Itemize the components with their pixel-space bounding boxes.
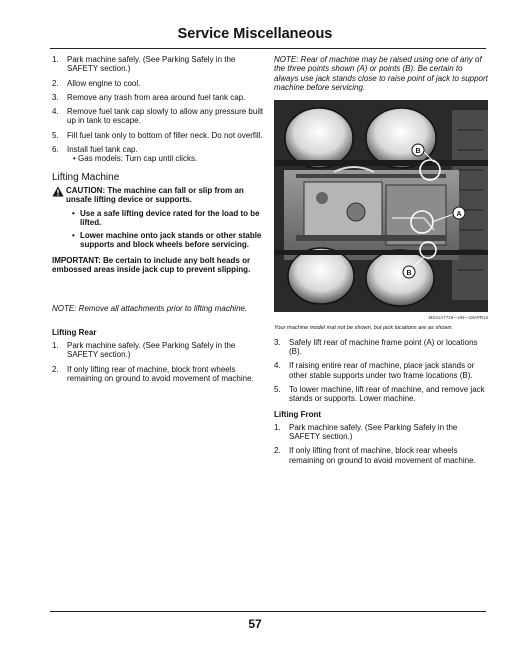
lifting-rear-steps-continued [274,338,488,404]
list-item: 5. Fill fuel tank only to bottom of filler neck. Do not overfill. [52,130,263,140]
svg-text:A: A [456,211,462,219]
callout-b-bottom [403,266,415,278]
page-number: 57 [248,617,262,631]
list-item: 3. Remove any trash from area around fuel tank cap. [52,92,246,102]
subhead-lifting-rear: Lifting Rear [52,327,97,337]
page-title: Service Miscellaneous [177,26,333,42]
right-column [274,55,488,470]
figure-caption: Your machine model mat not be shown, but jack locations are as shown. [274,325,454,332]
svg-text:B: B [415,148,421,156]
left-column [52,55,267,388]
note-attachments: NOTE: Remove all attachments prior to lifting machine. [52,304,248,314]
svg-text:B: B [406,270,412,278]
note-raise-points: NOTE: Rear of machine may be raised using one of any of the three points shown (A) or points (B). Be certain to always use jack stands close to raise point of jack to support machine before servicing. [274,55,488,92]
sub-bullet: • Gas models: Turn cap until clicks. [73,154,198,164]
caution-text: CAUTION: The machine can fall or slip from an unsafe lifting device or supports. [66,185,244,205]
jack-points-figure [274,100,488,312]
footer-rule [50,611,486,612]
list-item: • Use a safe lifting device rated for the load to be lifted. [72,208,260,227]
section-title-lifting-machine: Lifting Machine [52,171,120,183]
list-item: 4. Remove fuel tank cap slowly to allow any pressure built up in tank to escape. [52,107,264,126]
figure-code: MX41A7719—UN—18APR13 [428,315,488,321]
header-rule [50,48,486,49]
callout-b-top [412,144,424,156]
lifting-front-list [274,423,488,465]
mower-underside-illustration [274,100,488,312]
list-item: 2. If only lifting rear of machine, block front wheels remaining on ground to avoid movement of machine. [52,364,254,383]
caution-bullets [66,209,267,250]
callout-a [453,207,465,219]
list-item: 4. If raising entire rear of machine, place jack stands or other stable supports under two frame locations (B). [274,361,475,380]
subhead-lifting-front: Lifting Front [274,409,322,419]
lifting-rear-list [52,341,267,383]
list-item: 1. Park machine safely. (See Parking Safely in the SAFETY section.) [52,55,236,74]
fuel-steps-list [52,55,267,164]
warning-icon [52,186,64,197]
list-item: 2. Allow engine to cool. [52,78,141,88]
list-item: 3. Safely lift rear of machine frame point (A) or locations (B). [274,337,478,357]
list-item: 2. If only lifting front of machine, block rear wheels remaining on ground to avoid movement of machine. [274,446,476,465]
important-notice: IMPORTANT: Be certain to include any bolt heads or embossed areas inside jack cup to prevent slipping. [52,255,251,275]
list-item: • Lower machine onto jack stands or other stable supports and block wheels before servicing. [72,231,262,250]
caution-block [52,186,267,250]
list-item: 6. Install fuel tank cap. • Gas models: Turn cap until clicks. [52,145,267,164]
list-item: 1. Park machine safely. (See Parking Safely in the SAFETY section.) [52,340,236,360]
list-item: 1. Park machine safely. (See Parking Safely in the SAFETY section.) [274,422,458,442]
list-item: 5. To lower machine, lift rear of machine, and remove jack stands or supports. Lower machine. [274,384,485,404]
